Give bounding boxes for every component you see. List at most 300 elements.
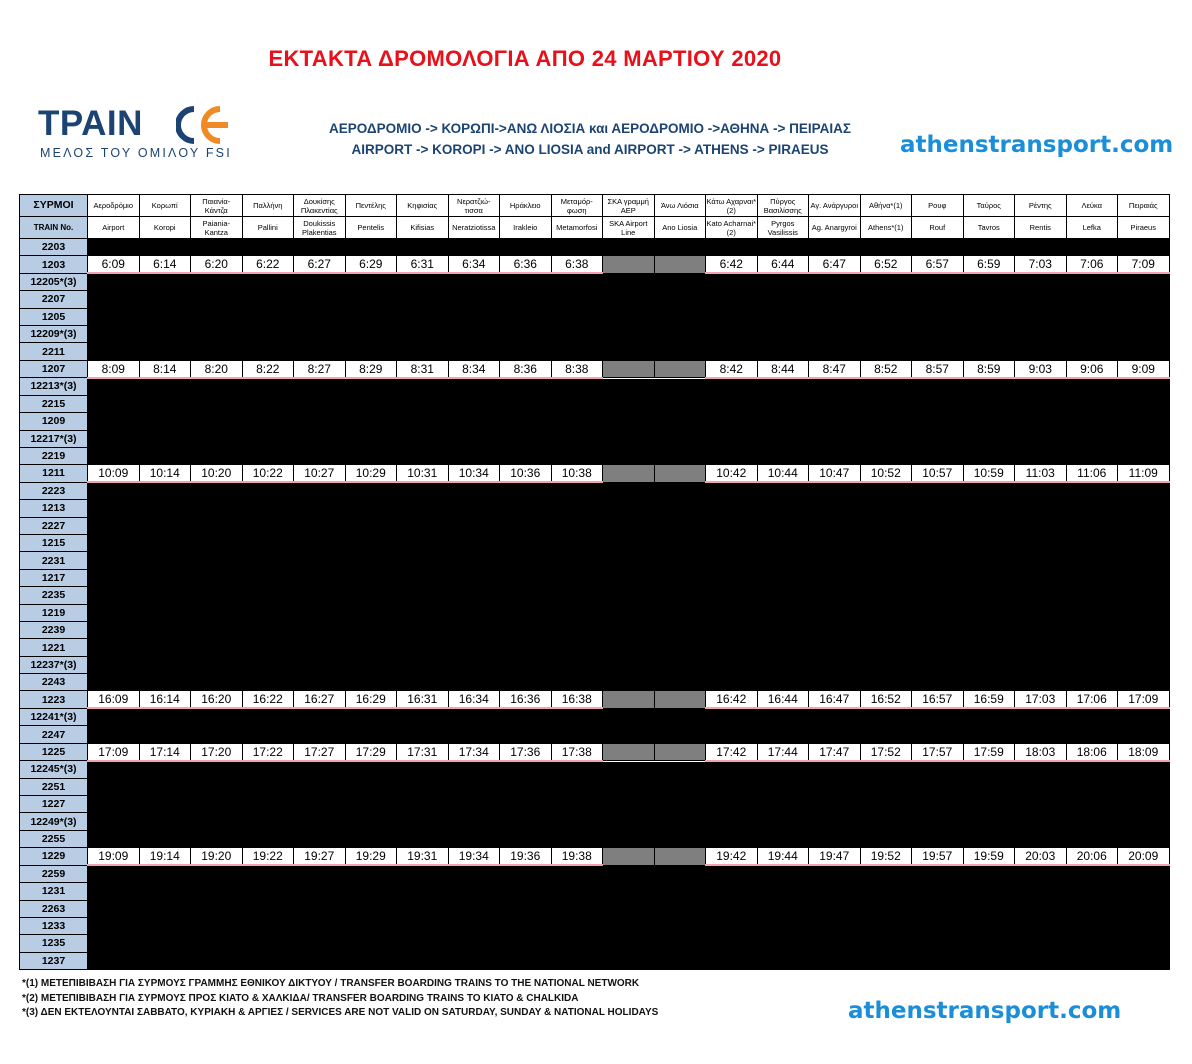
departure-time: 7:09	[1118, 256, 1170, 273]
station-name-english: Pentelis	[345, 217, 397, 239]
redacted-schedule	[88, 830, 1170, 847]
departure-time: 6:36	[500, 256, 552, 273]
station-name-greek: ΣΚΑ γραμμή ΑΕΡ	[603, 195, 655, 217]
trainose-logo	[38, 100, 248, 164]
table-row	[20, 500, 1170, 517]
table-row	[20, 778, 1170, 795]
table-row	[20, 830, 1170, 847]
table-row	[20, 952, 1170, 969]
logo-subtitle: ΜΕΛΟΣ ΤΟΥ ΟΜΙΛΟΥ FSI	[40, 146, 232, 160]
train-number: 2263	[20, 900, 88, 917]
departure-time: 16:59	[963, 691, 1015, 708]
departure-time: 8:42	[706, 360, 758, 377]
departure-time: 16:27	[294, 691, 346, 708]
table-row	[20, 273, 1170, 291]
station-name-english: Kato Acharnai*(2)	[706, 218, 757, 237]
redacted-schedule	[88, 865, 1170, 883]
station-name-greek: Πύργος Βασιλίσσης	[757, 195, 809, 217]
departure-time: 10:42	[706, 465, 758, 482]
departure-time: 18:06	[1066, 743, 1118, 760]
departure-time: 6:31	[397, 256, 449, 273]
train-number: 1213	[20, 500, 88, 517]
station-name-greek: Κάτω Αχαρναι*(2)	[706, 196, 756, 215]
departure-time: 10:14	[139, 465, 191, 482]
redacted-schedule	[88, 291, 1170, 308]
departure-time: 18:09	[1118, 743, 1170, 760]
station-name-english: SKA Airport Line	[603, 217, 655, 239]
table-row	[20, 465, 1170, 482]
redacted-schedule	[88, 761, 1170, 779]
train-number: 2247	[20, 726, 88, 743]
train-number: 1233	[20, 917, 88, 934]
station-name-greek: Κηφισίας	[397, 195, 449, 217]
departure-time: 8:38	[551, 360, 603, 377]
train-number: 2227	[20, 517, 88, 534]
train-number: 2215	[20, 395, 88, 412]
redacted-schedule	[88, 813, 1170, 830]
departure-time: 16:38	[551, 691, 603, 708]
departure-time: 9:03	[1015, 360, 1067, 377]
table-row	[20, 883, 1170, 900]
train-number: 1203	[20, 256, 88, 273]
table-row	[20, 865, 1170, 883]
departure-time: 11:06	[1066, 465, 1118, 482]
train-number: 2211	[20, 343, 88, 360]
redacted-schedule	[88, 239, 1170, 256]
departure-time: 19:09	[88, 848, 140, 865]
departure-time: 19:59	[963, 848, 1015, 865]
departure-time: 8:59	[963, 360, 1015, 377]
train-number: 12213*(3)	[20, 378, 88, 396]
table-row	[20, 256, 1170, 273]
redacted-schedule	[88, 796, 1170, 813]
site-link-bottom[interactable]: athenstransport.com	[848, 998, 1122, 1024]
header-row-english	[20, 217, 1170, 239]
table-row	[20, 552, 1170, 569]
train-number: 1211	[20, 465, 88, 482]
departure-time: 19:42	[706, 848, 758, 865]
redacted-schedule	[88, 482, 1170, 500]
departure-time: 10:57	[912, 465, 964, 482]
train-number: 12249*(3)	[20, 813, 88, 830]
station-name-english: Piraeus	[1118, 217, 1170, 239]
station-name-english: Paiania-Kantza	[191, 217, 243, 239]
table-row	[20, 848, 1170, 865]
table-row	[20, 308, 1170, 325]
departure-time: 6:34	[448, 256, 500, 273]
footnotes	[22, 977, 658, 1021]
train-number: 1219	[20, 604, 88, 621]
departure-time: 16:47	[809, 691, 861, 708]
departure-time: 6:29	[345, 256, 397, 273]
station-name-english: Metamorfosi	[551, 217, 603, 239]
train-number: 2255	[20, 830, 88, 847]
departure-time: 19:14	[139, 848, 191, 865]
departure-time: 20:03	[1015, 848, 1067, 865]
table-row	[20, 343, 1170, 360]
departure-time: 10:47	[809, 465, 861, 482]
departure-time: 19:20	[191, 848, 243, 865]
no-stop-cell	[603, 691, 655, 708]
train-number: 2223	[20, 482, 88, 500]
departure-time: 9:09	[1118, 360, 1170, 377]
departure-time: 6:22	[242, 256, 294, 273]
no-stop-cell	[603, 360, 655, 377]
table-row	[20, 239, 1170, 256]
departure-time: 17:06	[1066, 691, 1118, 708]
redacted-schedule	[88, 587, 1170, 604]
table-row	[20, 691, 1170, 708]
table-row	[20, 534, 1170, 551]
departure-time: 8:14	[139, 360, 191, 377]
departure-time: 8:47	[809, 360, 861, 377]
table-row	[20, 743, 1170, 760]
footnote-3: *(3) ΔΕΝ ΕΚΤΕΛΟΥΝΤΑΙ ΣΑΒΒΑΤΟ, ΚΥΡΙΑΚΗ & ΑΡΓΙΕΣ / SERVICES ARE NOT VALID ON SATURDAY, SUNDAY & NATIONAL HOLIDAYS	[22, 1007, 659, 1018]
no-stop-cell	[654, 848, 706, 865]
train-number: 1235	[20, 935, 88, 952]
departure-time: 8:34	[448, 360, 500, 377]
departure-time: 10:31	[397, 465, 449, 482]
departure-time: 17:20	[191, 743, 243, 760]
departure-time: 16:31	[397, 691, 449, 708]
departure-time: 17:22	[242, 743, 294, 760]
table-row	[20, 326, 1170, 343]
departure-time: 19:34	[448, 848, 500, 865]
redacted-schedule	[88, 621, 1170, 638]
station-name-greek: Ταύρος	[963, 195, 1015, 217]
departure-time: 16:09	[88, 691, 140, 708]
station-name-greek: Ηράκλειο	[500, 195, 552, 217]
departure-time: 10:22	[242, 465, 294, 482]
redacted-schedule	[88, 378, 1170, 396]
table-row	[20, 517, 1170, 534]
departure-time: 8:52	[860, 360, 912, 377]
redacted-schedule	[88, 326, 1170, 343]
departure-time: 17:59	[963, 743, 1015, 760]
table-row	[20, 900, 1170, 917]
station-name-greek: Άνω Λιόσια	[654, 195, 706, 217]
departure-time: 20:06	[1066, 848, 1118, 865]
departure-time: 6:20	[191, 256, 243, 273]
train-number: 1225	[20, 743, 88, 760]
train-number: 2203	[20, 239, 88, 256]
train-number: 12237*(3)	[20, 656, 88, 673]
departure-time: 8:22	[242, 360, 294, 377]
departure-time: 6:42	[706, 256, 758, 273]
departure-time: 19:57	[912, 848, 964, 865]
station-name-greek: Ρουφ	[912, 195, 964, 217]
station-name-greek: Παιανία-Κάντζα	[191, 195, 243, 217]
departure-time: 16:44	[757, 691, 809, 708]
table-row	[20, 482, 1170, 500]
redacted-schedule	[88, 569, 1170, 586]
redacted-schedule	[88, 604, 1170, 621]
station-name-greek: Κορωπί	[139, 195, 191, 217]
departure-time: 10:52	[860, 465, 912, 482]
departure-time: 16:52	[860, 691, 912, 708]
redacted-schedule	[88, 674, 1170, 691]
redacted-schedule	[88, 656, 1170, 673]
departure-time: 10:44	[757, 465, 809, 482]
station-name-english: Athens*(1)	[860, 217, 912, 239]
table-row	[20, 378, 1170, 396]
table-row	[20, 604, 1170, 621]
table-row	[20, 395, 1170, 412]
departure-time: 10:29	[345, 465, 397, 482]
table-row	[20, 917, 1170, 934]
no-stop-cell	[654, 691, 706, 708]
no-stop-cell	[603, 743, 655, 760]
train-number: 12205*(3)	[20, 273, 88, 291]
redacted-schedule	[88, 726, 1170, 743]
station-name-greek: Πειραιάς	[1118, 195, 1170, 217]
redacted-schedule	[88, 883, 1170, 900]
route-description	[290, 118, 890, 160]
no-stop-cell	[603, 465, 655, 482]
station-name-greek: Λεύκα	[1066, 195, 1118, 217]
train-number: 2219	[20, 447, 88, 464]
redacted-schedule	[88, 935, 1170, 952]
departure-time: 7:03	[1015, 256, 1067, 273]
table-row	[20, 656, 1170, 673]
departure-time: 16:57	[912, 691, 964, 708]
departure-time: 17:57	[912, 743, 964, 760]
train-number: 2259	[20, 865, 88, 883]
departure-time: 19:47	[809, 848, 861, 865]
train-number: 12217*(3)	[20, 430, 88, 447]
page-title: ΕΚΤΑΚΤΑ ΔΡΟΜΟΛΟΓΙΑ ΑΠΟ 24 ΜΑΡΤΙΟΥ 2020	[268, 46, 782, 71]
departure-time: 16:42	[706, 691, 758, 708]
station-name-english: Rentis	[1015, 217, 1067, 239]
departure-time: 19:31	[397, 848, 449, 865]
train-number: 1229	[20, 848, 88, 865]
route-greek: ΑΕΡΟΔΡΟΜΙΟ -> ΚΟΡΩΠΙ->ΑΝΩ ΛΙΟΣΙΑ και ΑΕΡΟΔΡΟΜΙΟ ->ΑΘΗΝΑ -> ΠΕΙΡΑΙΑΣ	[329, 121, 851, 136]
station-name-english: Neratziotissa	[448, 217, 500, 239]
departure-time: 6:59	[963, 256, 1015, 273]
station-name-english: Pallini	[242, 217, 294, 239]
table-row	[20, 413, 1170, 430]
departure-time: 8:29	[345, 360, 397, 377]
station-name-greek: Αθήνα*(1)	[860, 195, 912, 217]
timetable	[19, 194, 1170, 970]
no-stop-cell	[603, 256, 655, 273]
train-number: 1207	[20, 360, 88, 377]
station-name-greek: Παλλήνη	[242, 195, 294, 217]
trains-header-greek: ΣΥΡΜΟΙ	[20, 195, 88, 217]
departure-time: 16:36	[500, 691, 552, 708]
departure-time: 7:06	[1066, 256, 1118, 273]
station-name-greek: Μεταμόρ-φωση	[551, 195, 603, 217]
departure-time: 19:29	[345, 848, 397, 865]
table-row	[20, 430, 1170, 447]
train-number: 2231	[20, 552, 88, 569]
departure-time: 8:27	[294, 360, 346, 377]
station-name-english: Ano Liosia	[654, 217, 706, 239]
departure-time: 16:14	[139, 691, 191, 708]
departure-time: 10:27	[294, 465, 346, 482]
departure-time: 10:59	[963, 465, 1015, 482]
redacted-schedule	[88, 343, 1170, 360]
station-name-english: Pyrgos Vasilissis	[757, 217, 809, 239]
redacted-schedule	[88, 534, 1170, 551]
departure-time: 8:44	[757, 360, 809, 377]
departure-time: 19:27	[294, 848, 346, 865]
train-number: 1209	[20, 413, 88, 430]
redacted-schedule	[88, 900, 1170, 917]
train-number: 1217	[20, 569, 88, 586]
departure-time: 6:27	[294, 256, 346, 273]
departure-time: 10:09	[88, 465, 140, 482]
departure-time: 6:47	[809, 256, 861, 273]
redacted-schedule	[88, 413, 1170, 430]
departure-time: 16:34	[448, 691, 500, 708]
departure-time: 17:14	[139, 743, 191, 760]
departure-time: 8:36	[500, 360, 552, 377]
no-stop-cell	[654, 360, 706, 377]
route-english: AIRPORT -> KOROPI -> ANO LIOSIA and AIRPORT -> ATHENS -> PIRAEUS	[351, 142, 829, 157]
station-name-english: Rouf	[912, 217, 964, 239]
departure-time: 16:22	[242, 691, 294, 708]
redacted-schedule	[88, 952, 1170, 969]
redacted-schedule	[88, 778, 1170, 795]
redacted-schedule	[88, 308, 1170, 325]
table-row	[20, 569, 1170, 586]
departure-time: 17:52	[860, 743, 912, 760]
redacted-schedule	[88, 708, 1170, 726]
footnote-2: *(2) ΜΕΤΕΠΙΒΙΒΑΣΗ ΓΙΑ ΣΥΡΜΟΥΣ ΠΡΟΣ ΚΙΑΤΟ & ΧΑΛΚΙΔΑ/ TRANSFER BOARDING TRAINS TO KIATO & CHALKIDA	[22, 992, 579, 1004]
departure-time: 11:09	[1118, 465, 1170, 482]
departure-time: 19:52	[860, 848, 912, 865]
table-row	[20, 796, 1170, 813]
departure-time: 6:38	[551, 256, 603, 273]
departure-time: 6:14	[139, 256, 191, 273]
station-name-english: Ag. Anargyroi	[809, 217, 861, 239]
departure-time: 6:57	[912, 256, 964, 273]
departure-time: 16:20	[191, 691, 243, 708]
table-row	[20, 621, 1170, 638]
station-name-english: Koropi	[139, 217, 191, 239]
logo-wordmark: ΤΡΑΙΝ	[38, 104, 143, 143]
train-number: 1221	[20, 639, 88, 656]
train-number: 1223	[20, 691, 88, 708]
train-number: 2207	[20, 291, 88, 308]
departure-time: 18:03	[1015, 743, 1067, 760]
departure-time: 9:06	[1066, 360, 1118, 377]
header-row-greek	[20, 195, 1170, 217]
train-number: 1205	[20, 308, 88, 325]
redacted-schedule	[88, 395, 1170, 412]
table-row	[20, 639, 1170, 656]
table-row	[20, 726, 1170, 743]
redacted-schedule	[88, 500, 1170, 517]
departure-time: 10:20	[191, 465, 243, 482]
station-name-greek: Αγ. Ανάργυροι	[809, 195, 861, 217]
station-name-greek: Νερατζιώ-τισσα	[448, 195, 500, 217]
departure-time: 6:09	[88, 256, 140, 273]
trains-header-english: TRAIN No.	[20, 217, 88, 239]
station-name-english: Lefka	[1066, 217, 1118, 239]
departure-time: 17:34	[448, 743, 500, 760]
departure-time: 17:47	[809, 743, 861, 760]
departure-time: 8:20	[191, 360, 243, 377]
no-stop-cell	[603, 848, 655, 865]
departure-time: 10:38	[551, 465, 603, 482]
departure-time: 17:44	[757, 743, 809, 760]
departure-time: 8:31	[397, 360, 449, 377]
departure-time: 10:36	[500, 465, 552, 482]
no-stop-cell	[654, 743, 706, 760]
train-number: 12209*(3)	[20, 326, 88, 343]
departure-time: 17:03	[1015, 691, 1067, 708]
train-number: 2239	[20, 621, 88, 638]
station-name-english: Doukissis Plakentias	[294, 217, 346, 239]
redacted-schedule	[88, 447, 1170, 464]
table-row	[20, 587, 1170, 604]
train-number: 1231	[20, 883, 88, 900]
train-number: 1215	[20, 534, 88, 551]
train-number: 2251	[20, 778, 88, 795]
station-name-english: Airport	[88, 217, 140, 239]
station-name-greek: Πεντέλης	[345, 195, 397, 217]
departure-time: 17:31	[397, 743, 449, 760]
departure-time: 11:03	[1015, 465, 1067, 482]
station-name-greek: Δουκίσης Πλακεντίας	[294, 195, 346, 217]
departure-time: 20:09	[1118, 848, 1170, 865]
redacted-schedule	[88, 430, 1170, 447]
train-number: 2243	[20, 674, 88, 691]
logo-ose-mark-icon	[176, 105, 236, 145]
train-number: 12245*(3)	[20, 761, 88, 779]
departure-time: 17:29	[345, 743, 397, 760]
redacted-schedule	[88, 273, 1170, 291]
departure-time: 8:57	[912, 360, 964, 377]
departure-time: 17:09	[88, 743, 140, 760]
table-row	[20, 674, 1170, 691]
redacted-schedule	[88, 517, 1170, 534]
departure-time: 19:38	[551, 848, 603, 865]
departure-time: 17:27	[294, 743, 346, 760]
no-stop-cell	[654, 256, 706, 273]
departure-time: 17:38	[551, 743, 603, 760]
redacted-schedule	[88, 639, 1170, 656]
departure-time: 19:22	[242, 848, 294, 865]
departure-time: 19:44	[757, 848, 809, 865]
table-row	[20, 761, 1170, 779]
station-name-greek: Αεροδρόμιο	[88, 195, 140, 217]
table-row	[20, 813, 1170, 830]
redacted-schedule	[88, 552, 1170, 569]
departure-time: 10:34	[448, 465, 500, 482]
redacted-schedule	[88, 917, 1170, 934]
train-number: 1237	[20, 952, 88, 969]
departure-time: 8:09	[88, 360, 140, 377]
train-number: 12241*(3)	[20, 708, 88, 726]
departure-time: 17:36	[500, 743, 552, 760]
station-name-english: Kifisias	[397, 217, 449, 239]
station-name-greek: Ρέντης	[1015, 195, 1067, 217]
table-row	[20, 360, 1170, 377]
departure-time: 19:36	[500, 848, 552, 865]
train-number: 2235	[20, 587, 88, 604]
station-name-english: Irakleio	[500, 217, 552, 239]
table-row	[20, 447, 1170, 464]
table-row	[20, 708, 1170, 726]
table-row	[20, 935, 1170, 952]
table-row	[20, 291, 1170, 308]
departure-time: 16:29	[345, 691, 397, 708]
station-name-english: Tavros	[963, 217, 1015, 239]
site-link-top[interactable]: athenstransport.com	[900, 132, 1174, 158]
